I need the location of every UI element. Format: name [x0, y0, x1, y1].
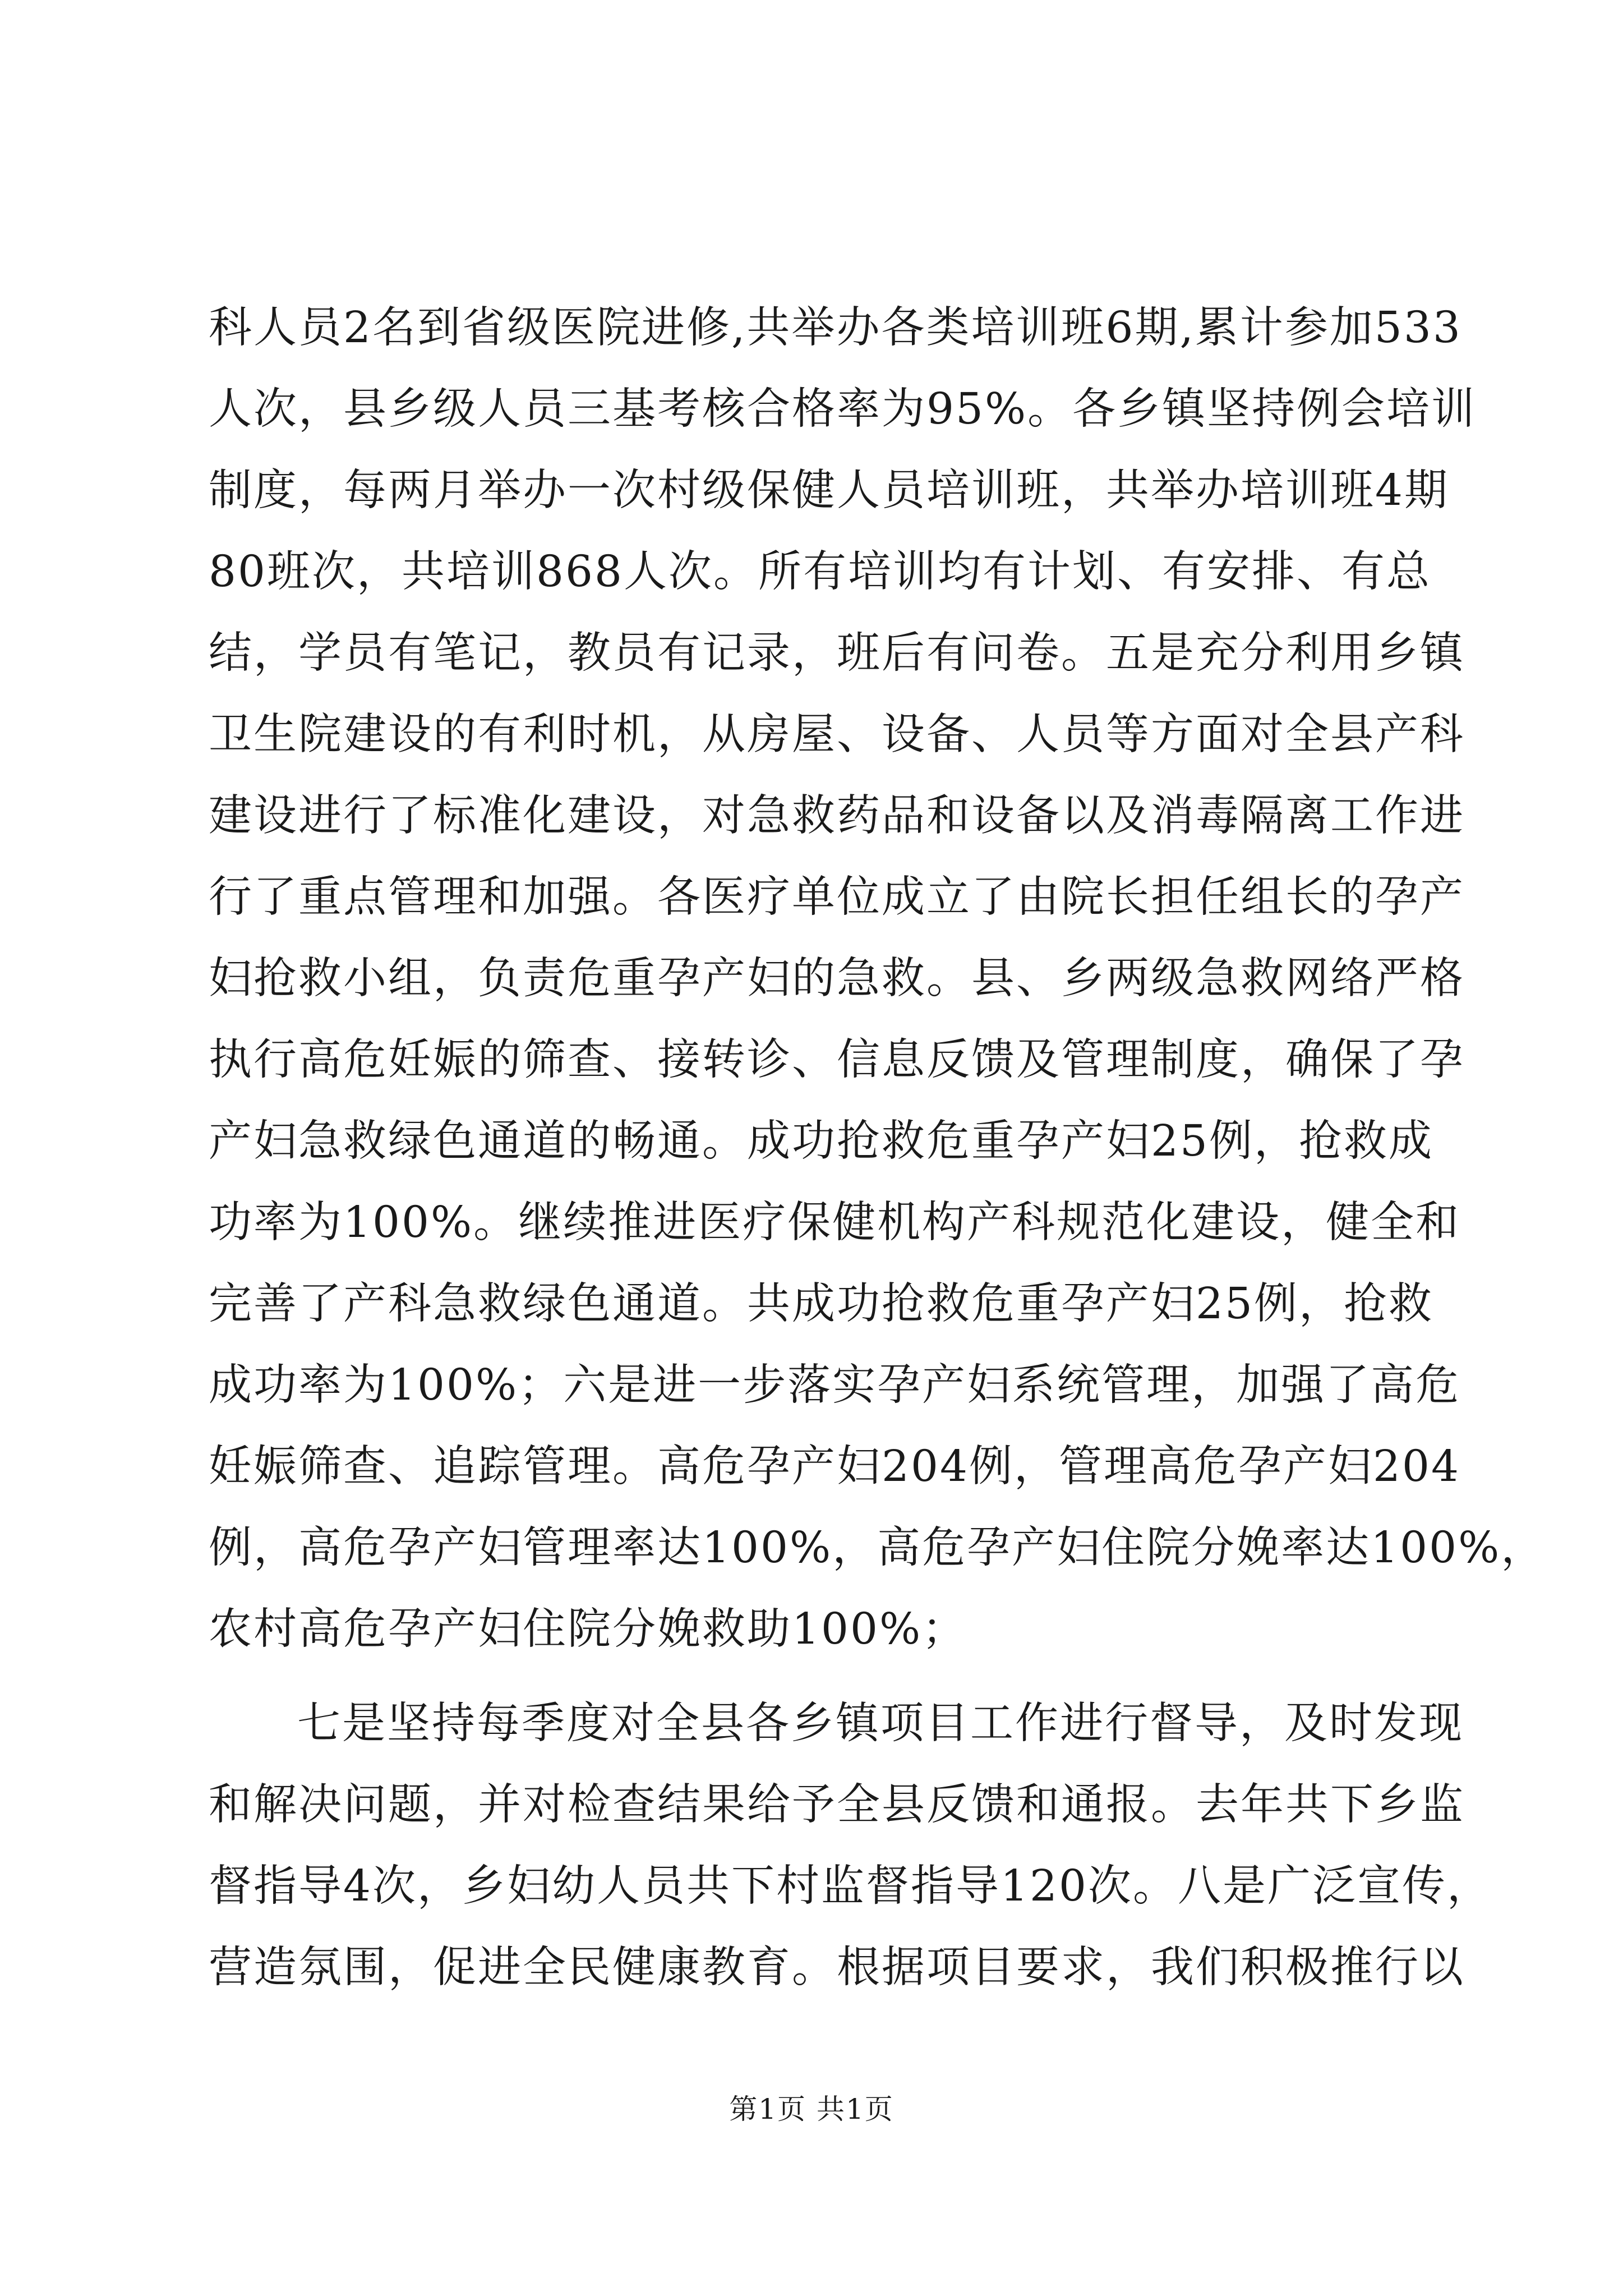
text-line: 人次，县乡级人员三基考核合格率为95%。各乡镇坚持例会培训	[209, 384, 1477, 434]
text-line: 科人员2名到省级医院进修,共举办各类培训班6期,累计参加533	[209, 303, 1462, 353]
text-line: 农村高危孕产妇住院分娩救助100%；	[209, 1604, 967, 1654]
text-line: 七是坚持每季度对全县各乡镇项目工作进行督导，及时发现	[297, 1699, 1464, 1749]
text-line: 建设进行了标准化建设，对急救药品和设备以及消毒隔离工作进	[209, 791, 1465, 841]
text-line: 80班次，共培训868人次。所有培训均有计划、有安排、有总	[209, 547, 1431, 597]
text-line: 卫生院建设的有利时机，从房屋、设备、人员等方面对全县产科	[209, 710, 1465, 760]
text-line: 成功率为100%；六是进一步落实孕产妇系统管理，加强了高危	[209, 1360, 1461, 1410]
text-line: 行了重点管理和加强。各医疗单位成立了由院长担任组长的孕产	[209, 872, 1465, 922]
text-line: 妇抢救小组，负责危重孕产妇的急救。县、乡两级急救网络严格	[209, 954, 1465, 1004]
text-line: 妊娠筛查、追踪管理。高危孕产妇204例，管理高危孕产妇204	[209, 1442, 1460, 1492]
text-line: 结，学员有笔记，教员有记录，班后有问卷。五是充分利用乡镇	[209, 628, 1465, 678]
text-line: 产妇急救绿色通道的畅通。成功抢救危重孕产妇25例，抢救成	[209, 1116, 1433, 1166]
text-line: 督指导4次，乡妇幼人员共下村监督指导120次。八是广泛宣传，	[209, 1861, 1492, 1911]
text-line: 和解决问题，并对检查结果给予全县反馈和通报。去年共下乡监	[209, 1780, 1465, 1830]
text-line: 完善了产科急救绿色通道。共成功抢救危重孕产妇25例，抢救	[209, 1279, 1433, 1329]
text-line: 执行高危妊娠的筛查、接转诊、信息反馈及管理制度，确保了孕	[209, 1035, 1465, 1085]
body-text	[209, 287, 1546, 1670]
text-line: 制度，每两月举办一次村级保健人员培训班，共举办培训班4期	[209, 466, 1449, 516]
text-line: 功率为100%。继续推进医疗保健机构产科规范化建设，健全和	[209, 1198, 1461, 1248]
text-line: 营造氛围，促进全民健康教育。根据项目要求，我们积极推行以	[209, 1943, 1465, 1993]
text-line: 例，高危孕产妇管理率达100%，高危孕产妇住院分娩率达100%，	[209, 1523, 1546, 1573]
body-text-paragraph-2	[209, 1683, 1492, 2008]
page-footer: 第1页 共1页	[729, 2093, 894, 2125]
